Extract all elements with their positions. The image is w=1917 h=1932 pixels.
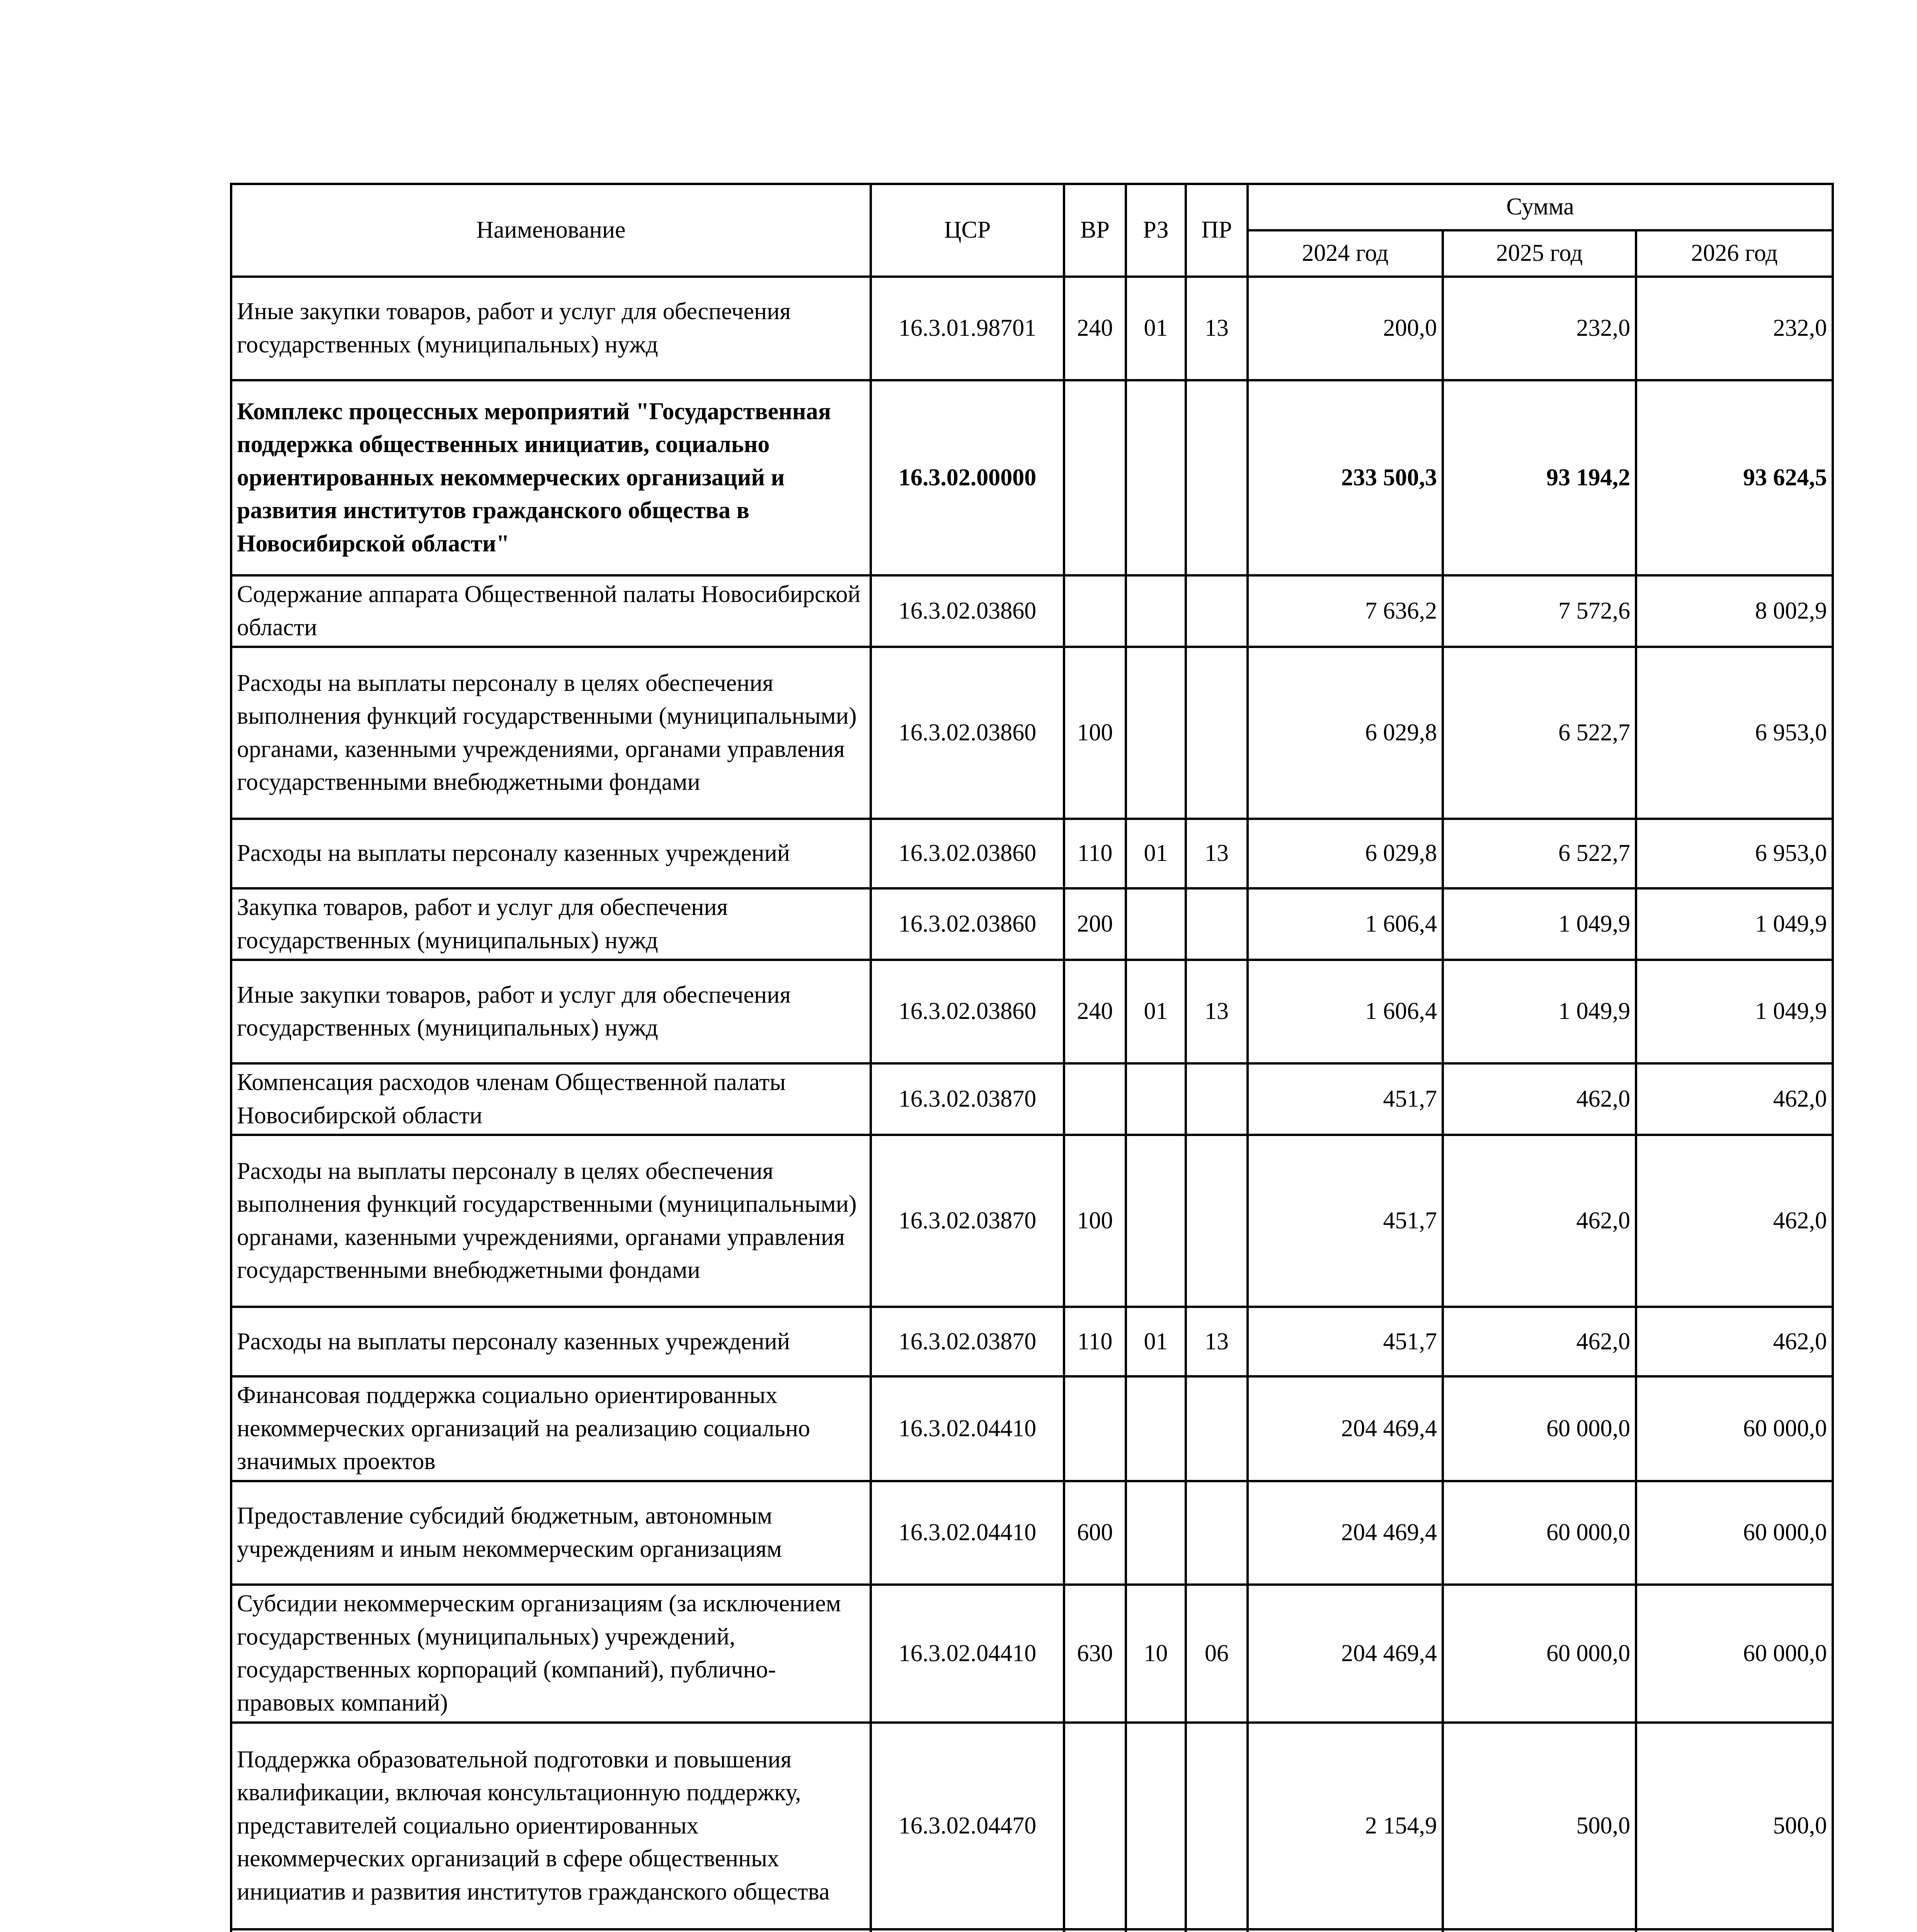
cell-vr: 100 (1064, 647, 1126, 819)
cell-pr: 06 (1186, 1585, 1248, 1723)
cell-rz: 01 (1126, 1307, 1186, 1376)
cell-2025: 462,0 (1443, 1135, 1636, 1307)
cell-pr: 13 (1186, 277, 1248, 380)
cell-2024: 1 606,4 (1248, 960, 1443, 1063)
cell-pr (1186, 647, 1248, 819)
header-csr: ЦСР (871, 184, 1064, 277)
cell-name (231, 1929, 871, 1932)
cell-2024: 2 154,9 (1248, 1723, 1443, 1929)
cell-rz (1126, 1063, 1186, 1135)
table-row (231, 1307, 1833, 1376)
cell-2024: 204 469,4 (1248, 1585, 1443, 1723)
cell-rz (1126, 575, 1186, 647)
cell-csr: 16.3.02.03870 (871, 1063, 1064, 1135)
cell-vr: 240 (1064, 277, 1126, 380)
cell-csr: 16.3.02.03860 (871, 888, 1064, 960)
header-sum: Сумма (1248, 184, 1833, 230)
cell-2025: 500,0 (1443, 1723, 1636, 1929)
table-row (231, 1585, 1833, 1723)
table-body (231, 277, 1833, 1932)
cell-2025: 60 000,0 (1443, 1585, 1636, 1723)
cell-rz (1126, 1481, 1186, 1585)
cell-2026: 60 000,0 (1636, 1585, 1833, 1723)
cell-rz: 01 (1126, 960, 1186, 1063)
cell-2025: 462,0 (1443, 1307, 1636, 1376)
table-row (231, 888, 1833, 960)
cell-2026: 462,0 (1636, 1063, 1833, 1135)
cell-csr: 16.3.02.03860 (871, 647, 1064, 819)
cell-csr: 16.3.02.04410 (871, 1481, 1064, 1585)
cell-2026: 93 624,5 (1636, 380, 1833, 575)
table-row (231, 277, 1833, 380)
cell-2024 (1248, 1929, 1443, 1932)
cell-2026: 6 953,0 (1636, 819, 1833, 888)
cell-pr (1186, 1376, 1248, 1481)
table-row (231, 1376, 1833, 1481)
cell-2024: 451,7 (1248, 1307, 1443, 1376)
cell-rz (1126, 647, 1186, 819)
cell-vr: 110 (1064, 1307, 1126, 1376)
cell-pr (1186, 888, 1248, 960)
table-row (231, 1481, 1833, 1585)
table-row (231, 647, 1833, 819)
cell-2025: 93 194,2 (1443, 380, 1636, 575)
cell-vr (1064, 1063, 1126, 1135)
cell-name: Содержание аппарата Общественной палаты Новосибирской области (231, 575, 871, 647)
table-row (231, 1723, 1833, 1929)
cell-vr (1064, 1929, 1126, 1932)
cell-name: Поддержка образовательной подготовки и повышения квалификации, включая консультационную поддержку, представителей социально ориентированных некоммерческих организаций в сфере общественных инициатив и развития институтов гражданского общества (231, 1723, 871, 1929)
cell-csr: 16.3.02.04410 (871, 1376, 1064, 1481)
cell-rz (1126, 380, 1186, 575)
cell-name: Закупка товаров, работ и услуг для обеспечения государственных (муниципальных) нужд (231, 888, 871, 960)
table-row (231, 380, 1833, 575)
cell-name: Расходы на выплаты персоналу казенных учреждений (231, 819, 871, 888)
cell-rz: 01 (1126, 277, 1186, 380)
cell-2024: 451,7 (1248, 1135, 1443, 1307)
cell-2025: 1 049,9 (1443, 960, 1636, 1063)
header-rz: РЗ (1126, 184, 1186, 277)
header-year-2025: 2025 год (1443, 230, 1636, 277)
header-name: Наименование (231, 184, 871, 277)
table-row (231, 960, 1833, 1063)
cell-name: Расходы на выплаты персоналу в целях обеспечения выполнения функций государственными (муниципальными) органами, казенными учреждениями, органами управления государственными внебюджетными фондами (231, 647, 871, 819)
cell-csr: 16.3.02.03860 (871, 575, 1064, 647)
cell-rz (1126, 1723, 1186, 1929)
cell-2025: 60 000,0 (1443, 1481, 1636, 1585)
cell-name: Субсидии некоммерческим организациям (за исключением государственных (муниципальных) учреждений, государственных корпораций (компаний), публично-правовых компаний) (231, 1585, 871, 1723)
cell-rz (1126, 1376, 1186, 1481)
table-row (231, 1929, 1833, 1932)
table-row (231, 1063, 1833, 1135)
cell-csr: 16.3.02.03860 (871, 819, 1064, 888)
cell-2024: 451,7 (1248, 1063, 1443, 1135)
cell-name: Компенсация расходов членам Общественной палаты Новосибирской области (231, 1063, 871, 1135)
cell-csr (871, 1929, 1064, 1932)
cell-2024: 204 469,4 (1248, 1376, 1443, 1481)
table-row (231, 575, 1833, 647)
table-row (231, 819, 1833, 888)
cell-2025: 6 522,7 (1443, 819, 1636, 888)
cell-csr: 16.3.02.04470 (871, 1723, 1064, 1929)
cell-2025: 1 049,9 (1443, 888, 1636, 960)
cell-2026: 462,0 (1636, 1307, 1833, 1376)
cell-name: Комплекс процессных мероприятий "Государственная поддержка общественных инициатив, социально ориентированных некоммерческих организаций и развития институтов гражданского общества в Новосибирской области" (231, 380, 871, 575)
cell-csr: 16.3.01.98701 (871, 277, 1064, 380)
cell-csr: 16.3.02.03870 (871, 1135, 1064, 1307)
cell-2025: 7 572,6 (1443, 575, 1636, 647)
cell-2024: 1 606,4 (1248, 888, 1443, 960)
cell-2025: 232,0 (1443, 277, 1636, 380)
cell-pr (1186, 1723, 1248, 1929)
cell-name: Расходы на выплаты персоналу казенных учреждений (231, 1307, 871, 1376)
cell-pr (1186, 1135, 1248, 1307)
cell-2024: 6 029,8 (1248, 819, 1443, 888)
cell-2026: 232,0 (1636, 277, 1833, 380)
cell-vr: 100 (1064, 1135, 1126, 1307)
cell-2026: 60 000,0 (1636, 1481, 1833, 1585)
cell-vr (1064, 1376, 1126, 1481)
cell-pr: 13 (1186, 819, 1248, 888)
cell-vr: 630 (1064, 1585, 1126, 1723)
cell-rz (1126, 1135, 1186, 1307)
cell-2024: 6 029,8 (1248, 647, 1443, 819)
cell-2025 (1443, 1929, 1636, 1932)
header-pr: ПР (1186, 184, 1248, 277)
cell-vr: 240 (1064, 960, 1126, 1063)
cell-csr: 16.3.02.03870 (871, 1307, 1064, 1376)
budget-table (230, 183, 1834, 1932)
cell-rz (1126, 888, 1186, 960)
cell-name: Предоставление субсидий бюджетным, автономным учреждениям и иным некоммерческим организациям (231, 1481, 871, 1585)
cell-2026: 462,0 (1636, 1135, 1833, 1307)
cell-2026: 500,0 (1636, 1723, 1833, 1929)
cell-2026: 60 000,0 (1636, 1376, 1833, 1481)
cell-rz: 01 (1126, 819, 1186, 888)
cell-2025: 6 522,7 (1443, 647, 1636, 819)
cell-vr (1064, 380, 1126, 575)
cell-pr (1186, 380, 1248, 575)
cell-pr (1186, 575, 1248, 647)
cell-2024: 7 636,2 (1248, 575, 1443, 647)
cell-pr (1186, 1063, 1248, 1135)
cell-pr (1186, 1481, 1248, 1585)
cell-2026: 1 049,9 (1636, 960, 1833, 1063)
cell-2025: 462,0 (1443, 1063, 1636, 1135)
cell-2025: 60 000,0 (1443, 1376, 1636, 1481)
cell-vr: 600 (1064, 1481, 1126, 1585)
cell-pr (1186, 1929, 1248, 1932)
cell-2026: 8 002,9 (1636, 575, 1833, 647)
cell-2024: 204 469,4 (1248, 1481, 1443, 1585)
header-vr: ВР (1064, 184, 1126, 277)
cell-pr: 13 (1186, 1307, 1248, 1376)
cell-rz: 10 (1126, 1585, 1186, 1723)
cell-csr: 16.3.02.00000 (871, 380, 1064, 575)
header-year-2024: 2024 год (1248, 230, 1443, 277)
cell-2026: 6 953,0 (1636, 647, 1833, 819)
cell-csr: 16.3.02.04410 (871, 1585, 1064, 1723)
cell-vr (1064, 1723, 1126, 1929)
cell-name: Финансовая поддержка социально ориентированных некоммерческих организаций на реализацию социально значимых проектов (231, 1376, 871, 1481)
cell-rz (1126, 1929, 1186, 1932)
cell-2026 (1636, 1929, 1833, 1932)
cell-name: Иные закупки товаров, работ и услуг для обеспечения государственных (муниципальных) нужд (231, 960, 871, 1063)
cell-vr: 200 (1064, 888, 1126, 960)
cell-vr (1064, 575, 1126, 647)
cell-2026: 1 049,9 (1636, 888, 1833, 960)
cell-2024: 200,0 (1248, 277, 1443, 380)
cell-csr: 16.3.02.03860 (871, 960, 1064, 1063)
cell-name: Расходы на выплаты персоналу в целях обеспечения выполнения функций государственными (муниципальными) органами, казенными учреждениями, органами управления государственными внебюджетными фондами (231, 1135, 871, 1307)
cell-vr: 110 (1064, 819, 1126, 888)
header-year-2026: 2026 год (1636, 230, 1833, 277)
cell-pr: 13 (1186, 960, 1248, 1063)
cell-name: Иные закупки товаров, работ и услуг для обеспечения государственных (муниципальных) нужд (231, 277, 871, 380)
table-row (231, 1135, 1833, 1307)
cell-2024: 233 500,3 (1248, 380, 1443, 575)
